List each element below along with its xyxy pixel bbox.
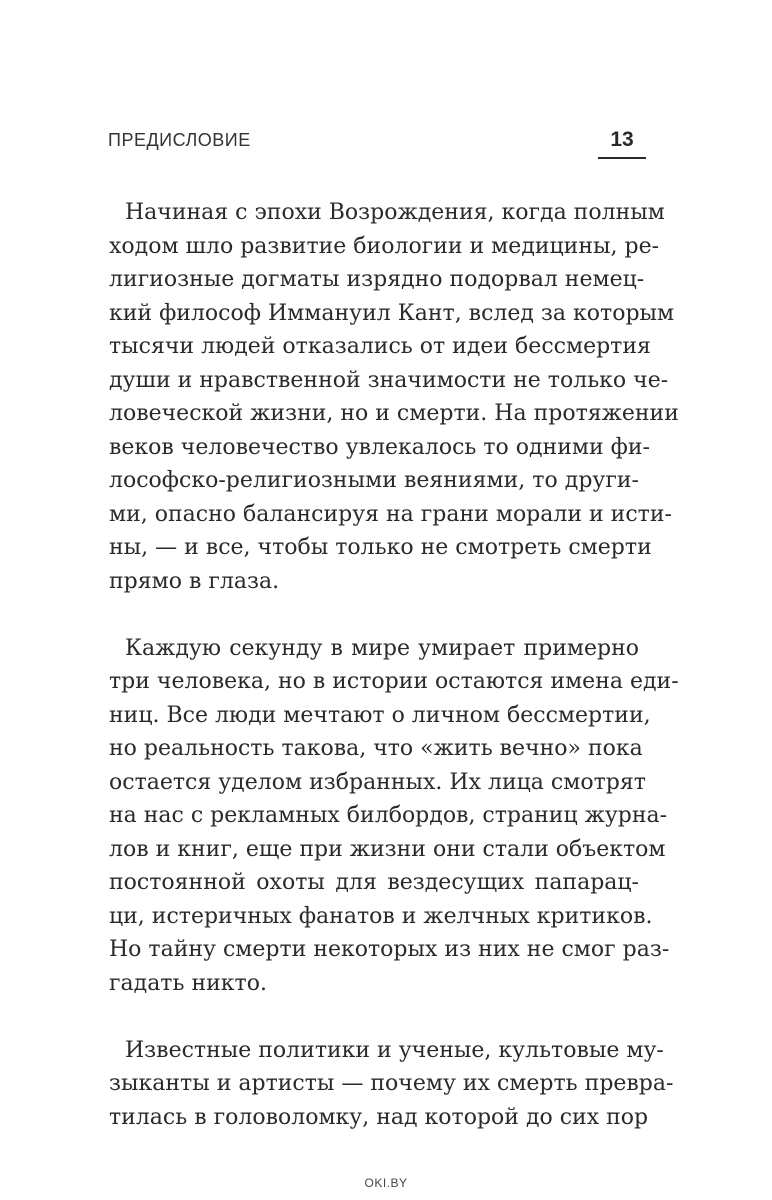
- text-line: ми, опасно балансируя на грани морали и исти-: [109, 501, 672, 527]
- text-line: три человека, но в истории остаются имена еди-: [109, 669, 679, 694]
- paragraph: [109, 196, 679, 598]
- paragraph: [109, 1034, 674, 1135]
- text-line: Но тайну смерти некоторых из них не смог раз-: [109, 937, 670, 962]
- text-line: прямо в глаза.: [109, 568, 280, 594]
- text-line: ходом шло развитие биологии и медицины, ре-: [109, 233, 660, 259]
- text-line: но реальность такова, что «жить вечно» пока: [109, 736, 643, 761]
- text-line: гадать никто.: [109, 970, 267, 996]
- text-line: ци, истеричных фанатов и желчных критиков.: [109, 903, 653, 929]
- page-number: 13: [610, 128, 634, 151]
- text-line: лигиозные догматы изрядно подорвал немец-: [109, 267, 645, 292]
- text-line: лов и книг, еще при жизни они стали объектом: [109, 836, 666, 862]
- paragraph: [109, 632, 679, 1001]
- text-line: Начиная с эпохи Возрождения, когда полным: [125, 200, 665, 225]
- text-line: ны, — и все, чтобы только не смотреть смерти: [109, 535, 652, 560]
- text-line: остается уделом избранных. Их лица смотрят: [109, 769, 646, 795]
- text-line: кий философ Иммануил Кант, вслед за которым: [109, 300, 675, 326]
- body-text: [109, 196, 679, 1168]
- text-line: тысячи людей отказались от идеи бессмертия: [109, 334, 651, 359]
- text-line: веков человечество увлекалось то одними фи-: [109, 434, 650, 460]
- text-line: души и нравственной значимости не только че-: [109, 367, 669, 393]
- text-line: тилась в головоломку, над которой до сих пор: [109, 1104, 649, 1130]
- page-number-underline: [598, 157, 646, 159]
- text-line: лософско-религиозными веяниями, то други-: [109, 468, 639, 493]
- text-line: зыканты и артисты — почему их смерть превра-: [109, 1071, 674, 1096]
- running-head: ПРЕДИСЛОВИЕ: [108, 130, 251, 150]
- text-line: на нас с рекламных билбордов, страниц журна-: [109, 803, 668, 828]
- text-line: Известные политики и ученые, культовые му-: [125, 1037, 664, 1063]
- text-line: ниц. Все люди мечтают о личном бессмертии,: [109, 702, 651, 728]
- text-line: Каждую секунду в мире умирает примерно: [125, 635, 639, 661]
- text-line: постоянной охоты для вездесущих папарац-: [109, 870, 639, 895]
- text-line: ловеческой жизни, но и смерти. На протяжении: [109, 401, 679, 426]
- watermark: OKI.BY: [364, 1176, 408, 1190]
